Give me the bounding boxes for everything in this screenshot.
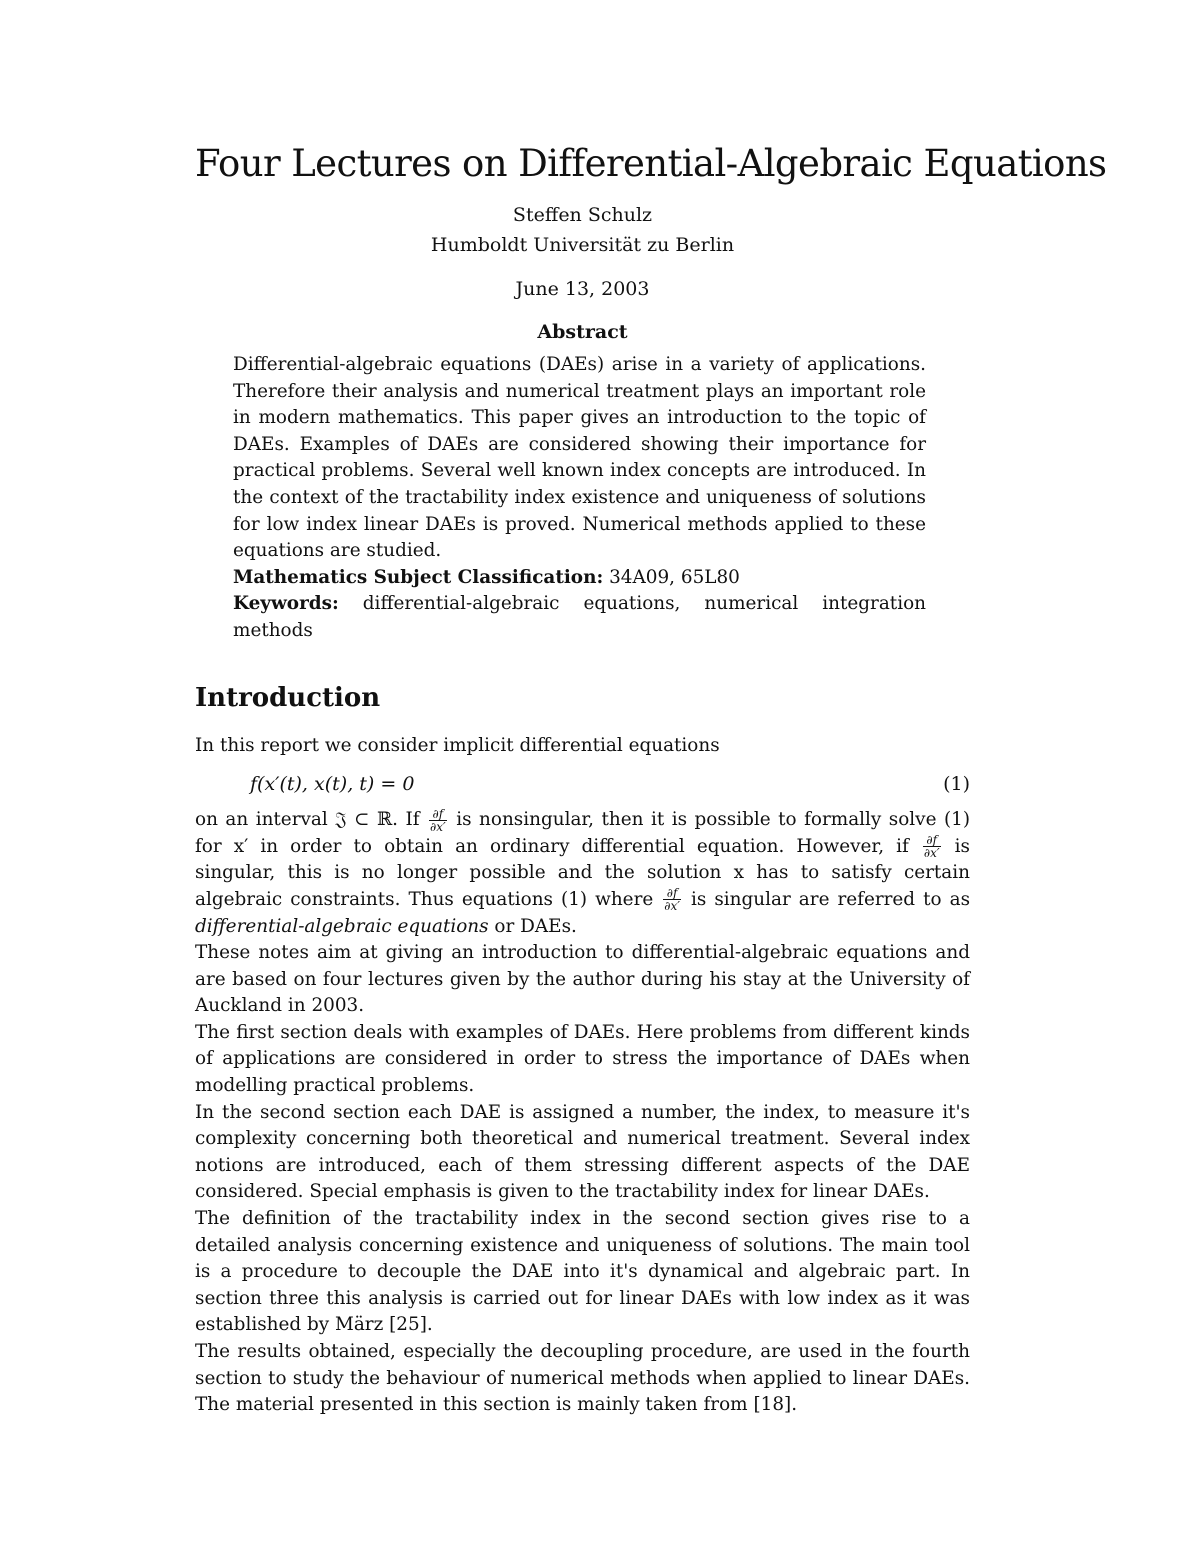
equation-1: [195, 763, 970, 805]
intro-paragraph-5: The definition of the tractability index in the second section gives rise to a detailed analysis concerning existence and uniqueness of solutions. The main tool is a procedure to decouple the DAE into it's dynamical and algebraic part. In section three this analysis is carried out for linear DAEs with low index as it was established by März [25].: [195, 1208, 970, 1336]
author-name: Steffen Schulz: [512, 204, 653, 226]
section-heading-introduction: Introduction: [195, 682, 381, 713]
fraction-numerator: ∂f: [923, 834, 941, 847]
partial-derivative-fraction: [429, 808, 447, 833]
intro-paragraph-6: The results obtained, especially the decoupling procedure, are used in the fourth section to study the behaviour of numerical methods when applied to linear DAEs. The material presented in this section is mainly taken from [18].: [195, 1341, 970, 1416]
keywords-label: Keywords:: [233, 593, 339, 615]
equation-number: (1): [943, 773, 970, 796]
fraction-denominator: ∂x′: [923, 846, 940, 861]
para1-part-d: is singular are referred to as: [682, 888, 971, 910]
partial-derivative-fraction: [663, 887, 681, 912]
msc-value: 34A09, 65L80: [603, 566, 740, 588]
fraction-numerator: ∂f: [663, 887, 681, 900]
msc-line: [233, 565, 926, 592]
fraction-denominator: ∂x′: [430, 819, 446, 834]
keywords-line: [233, 591, 926, 644]
abstract-heading: Abstract: [537, 321, 628, 343]
abstract-block: [233, 352, 926, 645]
intro-lead: In this report we consider implicit differential equations: [195, 734, 720, 756]
fraction-denominator: ∂x′: [664, 899, 680, 914]
intro-paragraph-1: [195, 807, 970, 940]
paper-page: [195, 140, 1107, 1419]
para1-part-c: is singular, this is no longer possible and the solution x has to satisfy certain algebraic constraints. Thus equations (1) where: [195, 835, 970, 910]
intro-paragraph-3: The first section deals with examples of DAEs. Here problems from different kinds of applications are considered in order to stress the importance of DAEs when modelling practical problems.: [195, 1021, 970, 1097]
para1-part-b: is nonsingular, then it is possible to formally solve (1) for x′ in order to obtain an ordinary differential equation. However, if: [195, 809, 970, 857]
keywords-value: differential-algebraic equations, numerical integration methods: [233, 593, 926, 641]
intro-paragraph-4: In the second section each DAE is assigned a number, the index, to measure it's complexity concerning both theoretical and numerical treatment. Several index notions are introduced, each of them stressing different aspects of the DAE considered. Special emphasis is given to the tractability index for linear DAEs.: [195, 1101, 970, 1203]
author-affiliation: Humboldt Universität zu Berlin: [430, 234, 735, 256]
paper-date: June 13, 2003: [515, 278, 650, 300]
para1-part-e: or DAEs.: [488, 915, 577, 937]
intro-paragraph-2: These notes aim at giving an introduction to differential-algebraic equations and are based on four lectures given by the author during his stay at the University of Auckland in 2003.: [195, 942, 970, 1017]
msc-label: Mathematics Subject Classification:: [233, 566, 604, 588]
para1-part-a: on an interval 𝔍 ⊂ ℝ. If: [195, 809, 428, 831]
fraction-numerator: ∂f: [429, 808, 447, 821]
para1-emphasis: differential-algebraic equations: [195, 915, 489, 937]
introduction-body: [195, 733, 970, 1419]
partial-derivative-fraction: [923, 834, 941, 859]
paper-title: Four Lectures on Differential-Algebraic Equations: [195, 142, 1107, 185]
abstract-text: Differential-algebraic equations (DAEs) arise in a variety of applications. Therefore their analysis and numerical treatment plays an important role in modern mathematics. This paper gives an introduction to the topic of DAEs. Examples of DAEs are considered showing their importance for practical problems. Several well known index concepts are introduced. In the context of the tractability index existence and uniqueness of solutions for low index linear DAEs is proved. Numerical methods applied to these equations are studied.: [233, 354, 926, 562]
equation-expression: f(x′(t), x(t), t) = 0: [250, 773, 415, 796]
